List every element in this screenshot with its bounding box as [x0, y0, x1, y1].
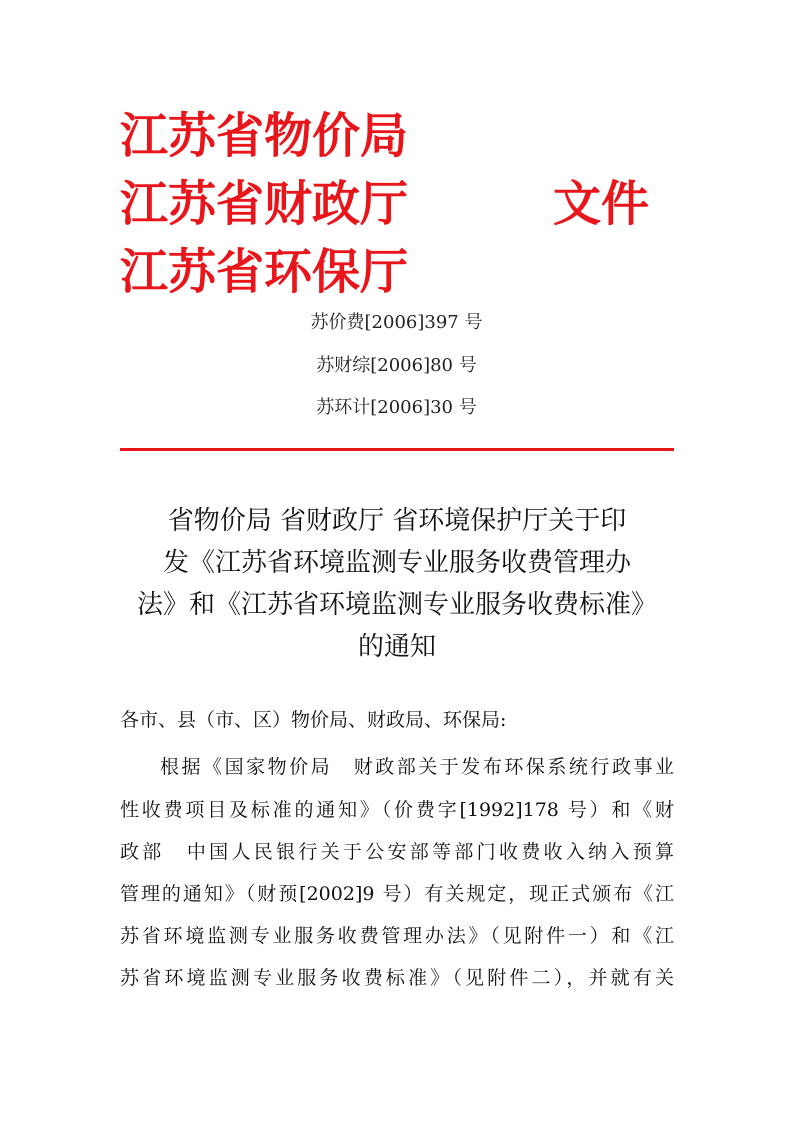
body-text-line: 苏省环境监测专业服务收费管理办法》（见附件一）和《江 [120, 925, 674, 947]
body-text-line: 管理的通知》（财预[2002]9 号）有关规定，现正式颁布《江 [120, 883, 674, 905]
title-line: 法》和《江苏省环境监测专业服务收费标准》 [136, 590, 657, 620]
body-text-line: 根据《国家物价局 财政部关于发布环保系统行政事业 [160, 756, 674, 778]
body-text-line: 政部 中国人民银行关于公安部等部门收费收入纳入预算 [120, 841, 674, 863]
title-line: 省物价局 省财政厅 省环境保护厅关于印 [167, 506, 627, 536]
document-type-label: 文件 [553, 176, 650, 232]
title-line: 发《江苏省环境监测专业服务收费管理办 [162, 548, 631, 578]
body-text-line: 性收费项目及标准的通知》（价费字[1992]178 号）和《财 [120, 799, 674, 821]
issuer-line-environment-dept: 江苏省环保厅 [120, 244, 409, 300]
salutation: 各市、县（市、区）物价局、财政局、环保局: [120, 709, 507, 731]
document-number: 苏环计[2006]30 号 [316, 397, 477, 418]
document-number: 苏价费[2006]397 号 [310, 312, 483, 333]
document-number: 苏财综[2006]80 号 [316, 355, 477, 376]
title-line: 的通知 [357, 632, 436, 662]
document-title [120, 500, 674, 668]
issuer-line-finance-dept: 江苏省财政厅 [120, 176, 409, 232]
issuer-line-price-bureau: 江苏省物价局 [120, 108, 409, 164]
body-text-line: 苏省环境监测专业服务收费标准》（见附件二），并就有关 [120, 967, 674, 989]
red-separator-rule [120, 448, 674, 451]
